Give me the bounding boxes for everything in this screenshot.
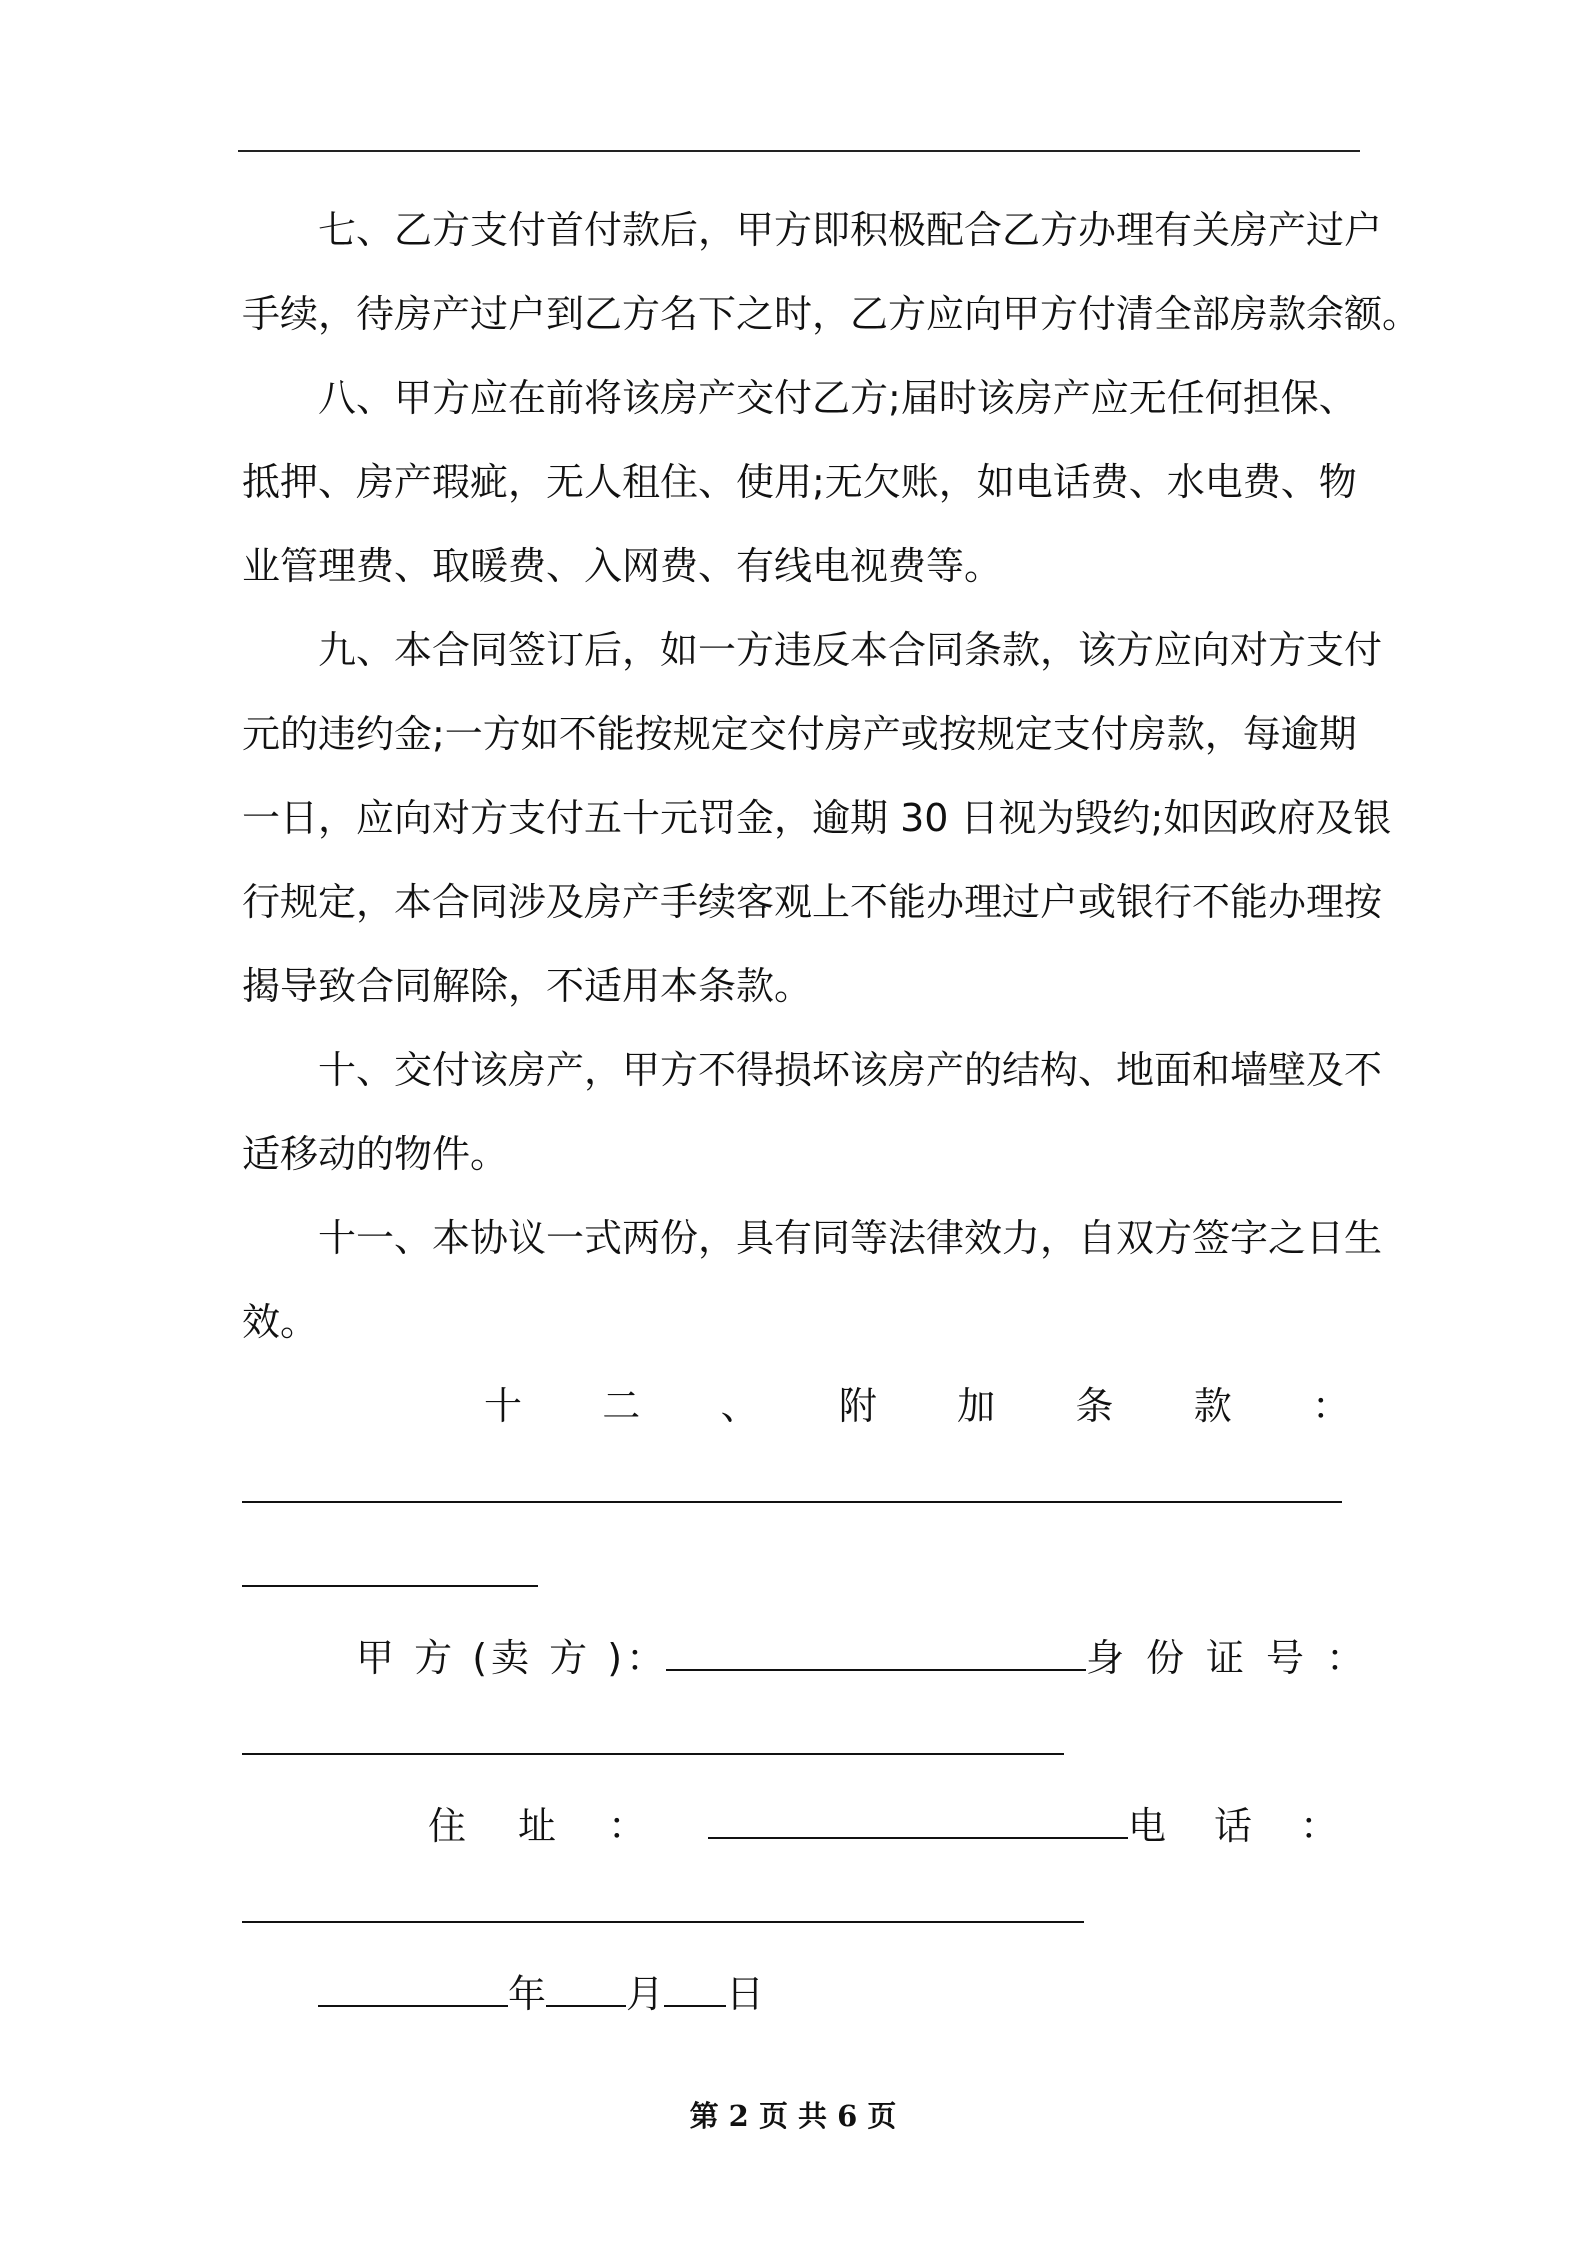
year-label: 年 (508, 1972, 547, 2016)
day-field[interactable] (664, 1965, 726, 2007)
id-number-label: 身 (1086, 1636, 1147, 1680)
additional-terms-blank-2[interactable] (242, 1532, 1354, 1616)
clause-12-char: 十 (484, 1384, 523, 1428)
phone-label: ： (1300, 1804, 1339, 1848)
clause-12-char: 加 (957, 1384, 996, 1428)
id-number-field-line[interactable] (242, 1700, 1354, 1784)
id-number-label: 号 (1266, 1636, 1327, 1680)
clause-8-line-1: 八、甲方应在前将该房产交付乙方;届时该房产应无任何担保、 (318, 376, 1357, 420)
party-a-label: )： (607, 1636, 669, 1680)
clause-12-char: 款 (1193, 1384, 1232, 1428)
clause-7-line-1: 七、乙方支付首付款后，甲方即积极配合乙方办理有关房产过户 (318, 208, 1383, 252)
clause-12-heading (484, 1364, 1350, 1448)
clause-8-line-3: 业管理费、取暖费、入网费、有线电视费等。 (242, 544, 1003, 588)
clause-12-char: 附 (838, 1384, 877, 1428)
party-a-line (356, 1616, 1387, 1700)
day-label: 日 (726, 1972, 765, 2016)
address-label: 住 (428, 1804, 467, 1848)
phone-label: 话 (1214, 1804, 1253, 1848)
clause-8-line-2: 抵押、房产瑕疵，无人租住、使用;无欠账，如电话费、水电费、物 (242, 460, 1357, 504)
clause-12-char: ： (1311, 1384, 1350, 1428)
address-label: 址 (518, 1804, 557, 1848)
clause-10-line-1: 十、交付该房产，甲方不得损坏该房产的结构、地面和墙壁及不 (318, 1048, 1383, 1092)
address-label: ： (608, 1804, 647, 1848)
clause-9-line-5: 揭导致合同解除，不适用本条款。 (242, 964, 813, 1008)
clause-7-line-2: 手续，待房产过户到乙方名下之时，乙方应向甲方付清全部房款余额。 (242, 292, 1421, 336)
month-label: 月 (626, 1972, 665, 2016)
clause-9-line-2: 元的违约金;一方如不能按规定交付房产或按规定支付房款，每逾期 (242, 712, 1357, 756)
header-rule (238, 150, 1360, 152)
year-field[interactable] (318, 1965, 508, 2007)
clause-9-line-4: 行规定，本合同涉及房产手续客观上不能办理过户或银行不能办理按 (242, 880, 1383, 924)
party-a-label: 方 (414, 1636, 457, 1680)
clause-11-line-1: 十一、本协议一式两份，具有同等法律效力，自双方签字之日生 (318, 1216, 1383, 1260)
party-a-name-field[interactable] (666, 1629, 1086, 1671)
id-number-label: 份 (1146, 1636, 1207, 1680)
month-field[interactable] (546, 1965, 626, 2007)
address-field[interactable] (708, 1797, 1128, 1839)
clause-11-line-2: 效。 (242, 1300, 319, 1344)
page-footer: 第 2 页 共 6 页 (689, 2099, 897, 2133)
party-a-label: 方 (549, 1636, 592, 1680)
clause-12-char: 二 (602, 1384, 641, 1428)
date-line (318, 1952, 1354, 2036)
address-line (428, 1784, 1350, 1868)
additional-terms-blank-1[interactable] (242, 1448, 1354, 1532)
phone-label: 电 (1128, 1804, 1167, 1848)
clause-10-line-2: 适移动的物件。 (242, 1132, 509, 1176)
party-a-label: 甲 (356, 1636, 399, 1680)
clause-12-char: 条 (1075, 1384, 1114, 1428)
clause-9-line-3: 一日，应向对方支付五十元罚金，逾期 30 日视为毁约;如因政府及银 (242, 796, 1392, 840)
clause-9-line-1: 九、本合同签订后，如一方违反本合同条款，该方应向对方支付 (318, 628, 1383, 672)
id-number-label: ： (1326, 1636, 1387, 1680)
phone-field-line[interactable] (242, 1868, 1354, 1952)
id-number-label: 证 (1206, 1636, 1267, 1680)
clause-12-char: 、 (720, 1384, 759, 1428)
party-a-label: (卖 (472, 1636, 534, 1680)
